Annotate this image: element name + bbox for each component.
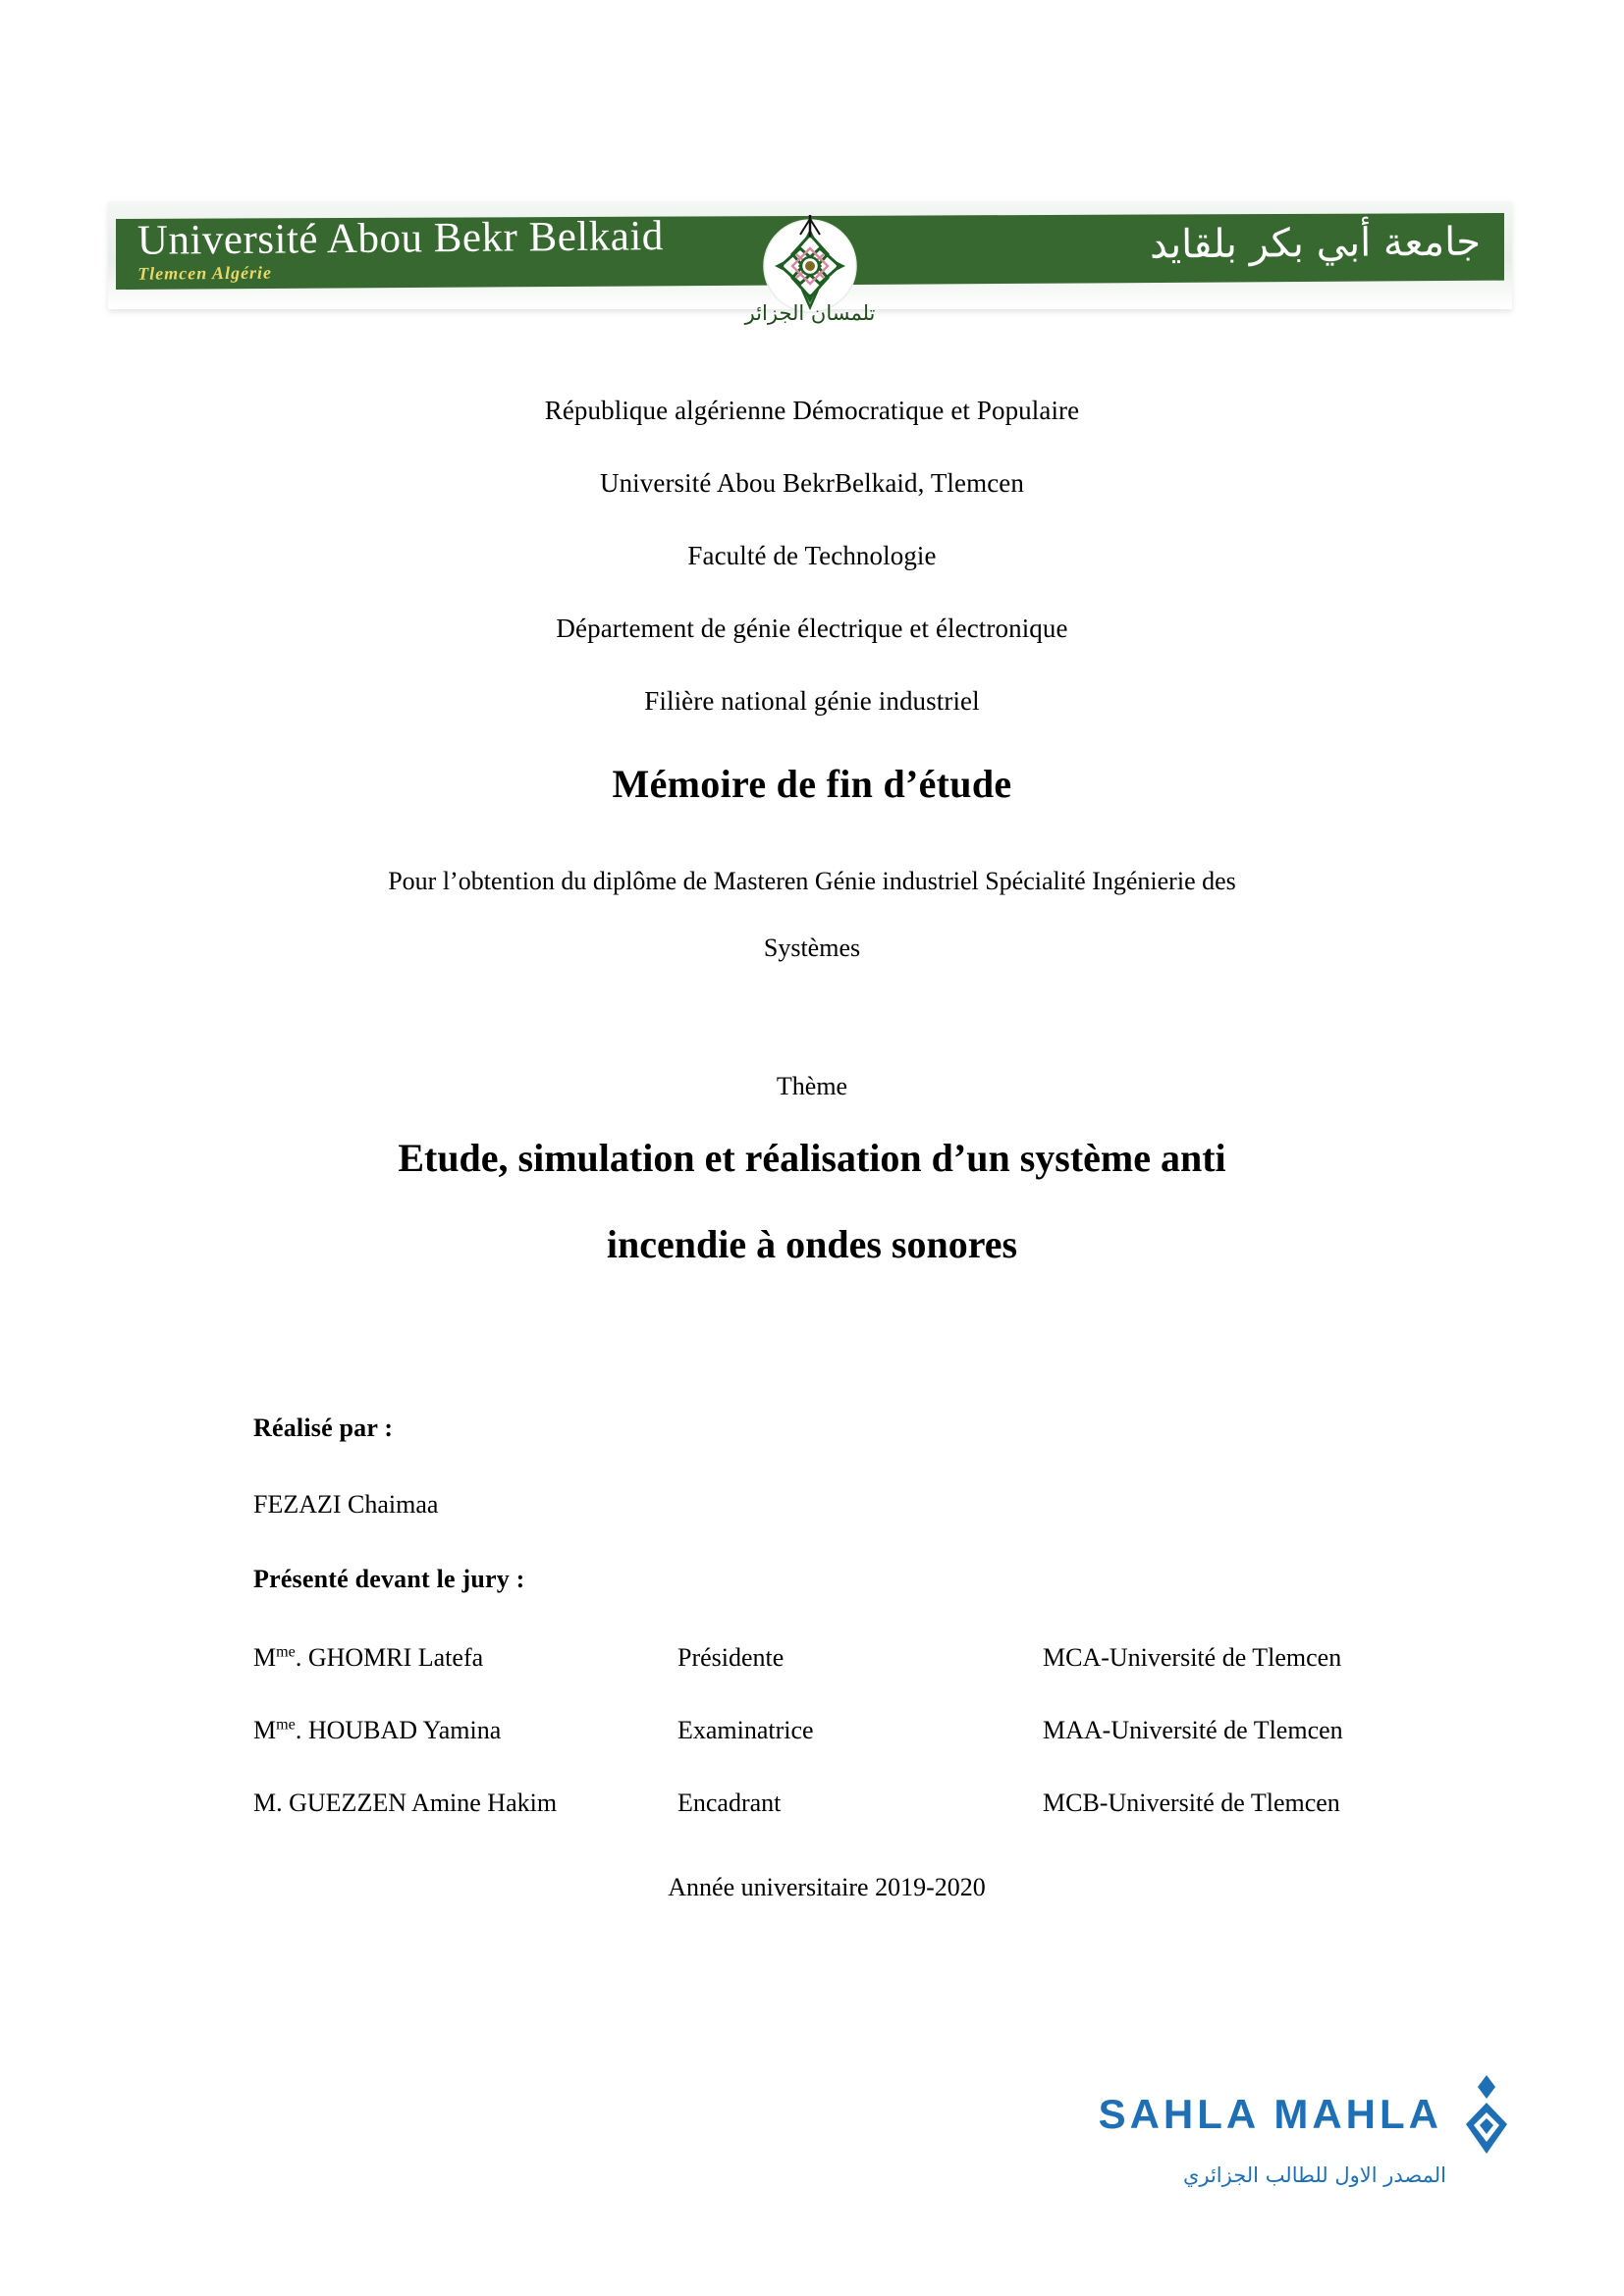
student-name: FEZAZI Chaimaa — [253, 1490, 439, 1519]
university-header-banner — [108, 201, 1512, 325]
jury-name-text: GUEZZEN Amine Hakim — [282, 1789, 558, 1817]
sahla-mahla-watermark — [1085, 2073, 1517, 2220]
table-row — [253, 1789, 1412, 1861]
thesis-title-line1: Etude, simulation et réalisation d’un système anti — [398, 1136, 1226, 1180]
header-line-filiere: Filière national génie industriel — [644, 686, 980, 716]
jury-label: Présenté devant le jury : — [253, 1565, 525, 1593]
jury-title-superscript: me — [276, 1643, 296, 1661]
jury-member-name — [253, 1789, 677, 1861]
header-line-faculty: Faculté de Technologie — [687, 541, 937, 570]
theme-label: Thème — [776, 1072, 848, 1100]
degree-statement-line2: Systèmes — [763, 934, 861, 962]
jury-member-affiliation: MCB-Université de Tlemcen — [1043, 1789, 1340, 1817]
jury-member-affiliation: MCA-Université de Tlemcen — [1043, 1643, 1342, 1672]
authors-and-jury-section — [253, 1414, 1412, 1861]
degree-statement-line1: Pour l’obtention du diplôme de Masteren Génie industriel Spécialité Ingénierie des — [388, 867, 1236, 895]
jury-member-affiliation: MAA-Université de Tlemcen — [1043, 1716, 1343, 1744]
jury-member-role: Encadrant — [677, 1789, 782, 1817]
table-row — [253, 1716, 1412, 1789]
realise-par-label: Réalisé par : — [253, 1414, 394, 1442]
jury-member-name — [253, 1643, 677, 1716]
header-line-university: Université Abou BekrBelkaid, Tlemcen — [599, 468, 1024, 498]
degree-statement — [0, 869, 1624, 961]
document-type-title: Mémoire de fin d’étude — [612, 762, 1012, 806]
sahla-mahla-diamond-icon — [1456, 2073, 1517, 2156]
banner-location-fr: Tlemcen Algérie — [137, 262, 273, 284]
table-row — [253, 1643, 1412, 1716]
jury-title-prefix: M — [253, 1643, 277, 1672]
jury-table — [253, 1643, 1412, 1861]
watermark-brand-row — [1085, 2073, 1517, 2156]
jury-member-name — [253, 1716, 677, 1789]
jury-member-role: Présidente — [677, 1643, 785, 1672]
banner-location-ar: تلمسان الجزائر — [744, 301, 876, 325]
banner-french-block — [137, 214, 767, 285]
jury-name-text: GHOMRI Latefa — [301, 1643, 484, 1672]
jury-title-suffix: . — [295, 1716, 302, 1744]
banner-university-name-ar: جامعة أبي بكر بلقايد — [1149, 219, 1482, 268]
jury-name-text: HOUBAD Yamina — [301, 1716, 502, 1744]
watermark-brand-text: SAHLA MAHLA — [1098, 2091, 1442, 2137]
banner-university-name-fr: Université Abou Bekr Belkaid — [136, 213, 664, 264]
jury-title-superscript: me — [276, 1716, 296, 1734]
header-line-department: Département de génie électrique et électronique — [556, 614, 1068, 643]
jury-title-prefix: M. — [253, 1789, 283, 1817]
jury-member-role: Examinatrice — [677, 1716, 814, 1744]
header-line-republic: République algérienne Démocratique et Populaire — [544, 396, 1080, 425]
thesis-title — [0, 1136, 1624, 1266]
academic-year: Année universitaire 2019-2020 — [668, 1873, 986, 1901]
jury-title-prefix: M — [253, 1716, 277, 1744]
jury-title-suffix: . — [295, 1643, 302, 1672]
watermark-tagline-ar: المصدر الاول للطالب الجزائري — [1182, 2163, 1446, 2187]
institution-header-lines — [0, 398, 1624, 761]
thesis-title-line2: incendie à ondes sonores — [606, 1222, 1018, 1266]
